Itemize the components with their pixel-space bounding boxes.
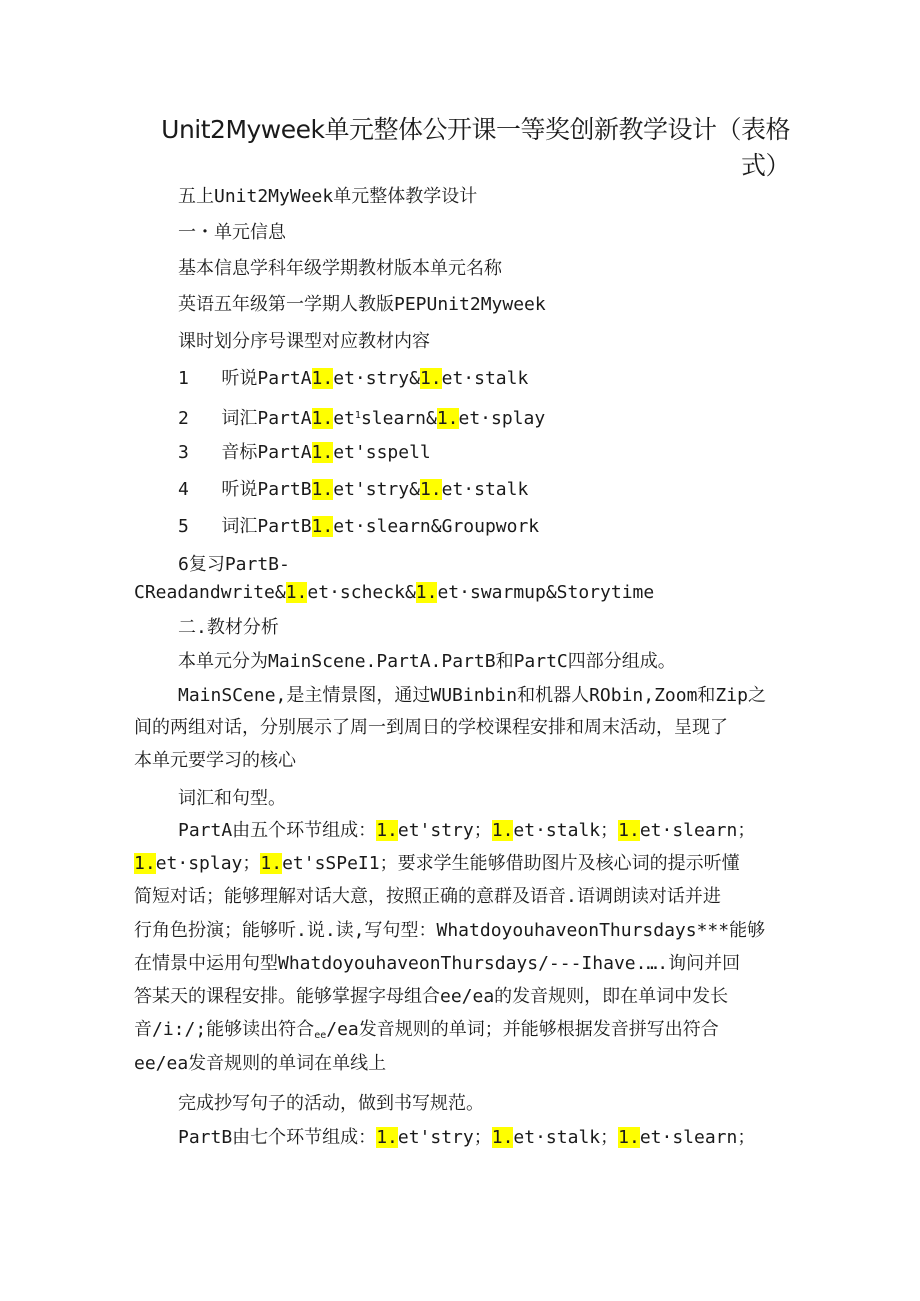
lesson-number: 3	[178, 442, 189, 463]
highlight: 1.	[415, 582, 438, 603]
highlight: 1.	[491, 1127, 514, 1148]
paragraph: 词汇和句型。	[178, 788, 286, 809]
lesson-row	[178, 368, 528, 390]
paragraph-line	[134, 1019, 719, 1047]
highlight: 1.	[436, 408, 459, 429]
section-heading-unit-info: 一・单元信息	[178, 222, 286, 243]
highlight: 1.	[134, 853, 156, 874]
lesson-content: slearn&	[360, 408, 437, 429]
highlight: 1.	[285, 582, 308, 603]
text: et'stry；	[397, 820, 492, 841]
lesson-content: et'sspell	[333, 442, 431, 463]
highlight: 1.	[311, 408, 334, 429]
lesson-row	[178, 405, 545, 430]
text: et·stalk；	[513, 1127, 619, 1148]
paragraph: 完成抄写句子的活动，做到书写规范。	[178, 1093, 484, 1114]
paragraph-line	[178, 820, 755, 842]
highlight: 1.	[419, 368, 442, 389]
highlight: 1.	[376, 1127, 398, 1148]
paragraph-line	[134, 853, 740, 875]
lesson-content: et·scheck&	[307, 582, 416, 603]
lesson-content: et·stalk	[441, 479, 529, 500]
lesson-row	[178, 442, 431, 464]
lesson-number: 4	[178, 479, 189, 500]
document-title: Unit2Myweek单元整体公开课一等奖创新教学设计（表格式）	[161, 115, 790, 180]
superscript: 1	[354, 410, 361, 421]
highlight: 1.	[376, 820, 398, 841]
text: 音/i:/;能够读出符合	[134, 1019, 315, 1040]
lesson-content: et·stalk	[441, 368, 529, 389]
lesson-row	[178, 516, 539, 538]
lesson-content: CReadandwrite&	[134, 582, 286, 603]
text: et·stalk；	[513, 820, 619, 841]
subtitle: 五上Unit2MyWeek单元整体教学设计	[178, 186, 478, 207]
paragraph-line: MainSCene,是主情景图，通过WUBinbin和机器人RObin,Zoom和Zip之	[178, 685, 766, 706]
paragraph-line: ee/ea发音规则的单词在单线上	[134, 1053, 387, 1074]
text: PartA由五个环节组成：	[178, 820, 377, 841]
paragraph-line: 在情景中运用句型WhatdoyouhaveonThursdays/---Ihave.….询问并回	[134, 953, 741, 974]
highlight: 1.	[419, 479, 442, 500]
lesson-content: et·splay	[458, 408, 546, 429]
lesson-content: et'stry&	[333, 479, 420, 500]
highlight: 1.	[618, 1127, 640, 1148]
lesson-number: 1	[178, 368, 189, 389]
lesson-type: 听说PartB	[221, 479, 312, 500]
lesson-type: 词汇PartA	[221, 408, 312, 429]
lesson-content: et·swarmup&Storytime	[437, 582, 655, 603]
subscript: ee	[314, 1030, 327, 1041]
highlight: 1.	[311, 516, 334, 537]
text: et'sSPeI1；要求学生能够借助图片及核心词的提示听懂	[282, 853, 740, 874]
info-row: 英语五年级第一学期人教版PEPUnit2Myweek	[178, 294, 546, 315]
paragraph-line: 答某天的课程安排。能够掌握字母组合ee/ea的发音规则，即在单词中发长	[134, 986, 729, 1007]
text: et·splay；	[155, 853, 261, 874]
highlight: 1.	[618, 820, 640, 841]
lesson-content: et	[333, 408, 355, 429]
info-header: 基本信息学科年级学期教材版本单元名称	[178, 258, 502, 279]
lesson-type: 词汇PartB	[221, 516, 312, 537]
highlight: 1.	[311, 442, 334, 463]
highlight: 1.	[260, 853, 283, 874]
paragraph-line	[178, 1127, 755, 1149]
lesson-type: 音标PartA	[221, 442, 312, 463]
lesson-number: 5	[178, 516, 189, 537]
lesson-6-line1: 6复习PartB-	[178, 554, 290, 575]
highlight: 1.	[311, 479, 334, 500]
lesson-header: 课时划分序号课型对应教材内容	[178, 331, 430, 352]
lesson-type: 听说PartA	[221, 368, 312, 389]
paragraph: 本单元分为MainScene.PartA.PartB和PartC四部分组成。	[178, 651, 676, 672]
text: et·slearn；	[639, 820, 756, 841]
paragraph-line: 间的两组对话，分别展示了周一到周日的学校课程安排和周末活动，呈现了	[134, 717, 728, 738]
highlight: 1.	[311, 368, 334, 389]
highlight: 1.	[491, 820, 514, 841]
text: et'stry；	[397, 1127, 492, 1148]
paragraph-line: 行角色扮演；能够听.说.读,写句型：WhatdoyouhaveonThursdays***能够	[134, 920, 766, 941]
section-heading-analysis: 二.教材分析	[178, 617, 279, 638]
text: et·slearn；	[639, 1127, 756, 1148]
lesson-row	[178, 479, 528, 501]
paragraph-line: 本单元要学习的核心	[134, 750, 296, 771]
lesson-content: et·slearn&Groupwork	[333, 516, 540, 537]
lesson-6-line2	[134, 582, 654, 604]
lesson-number: 2	[178, 408, 189, 429]
lesson-content: et·stry&	[333, 368, 420, 389]
text: /ea发音规则的单词；并能够根据发音拼写出符合	[326, 1019, 719, 1040]
paragraph-line: 简短对话；能够理解对话大意，按照正确的意群及语音.语调朗读对话并进	[134, 886, 721, 907]
text: PartB由七个环节组成：	[178, 1127, 377, 1148]
